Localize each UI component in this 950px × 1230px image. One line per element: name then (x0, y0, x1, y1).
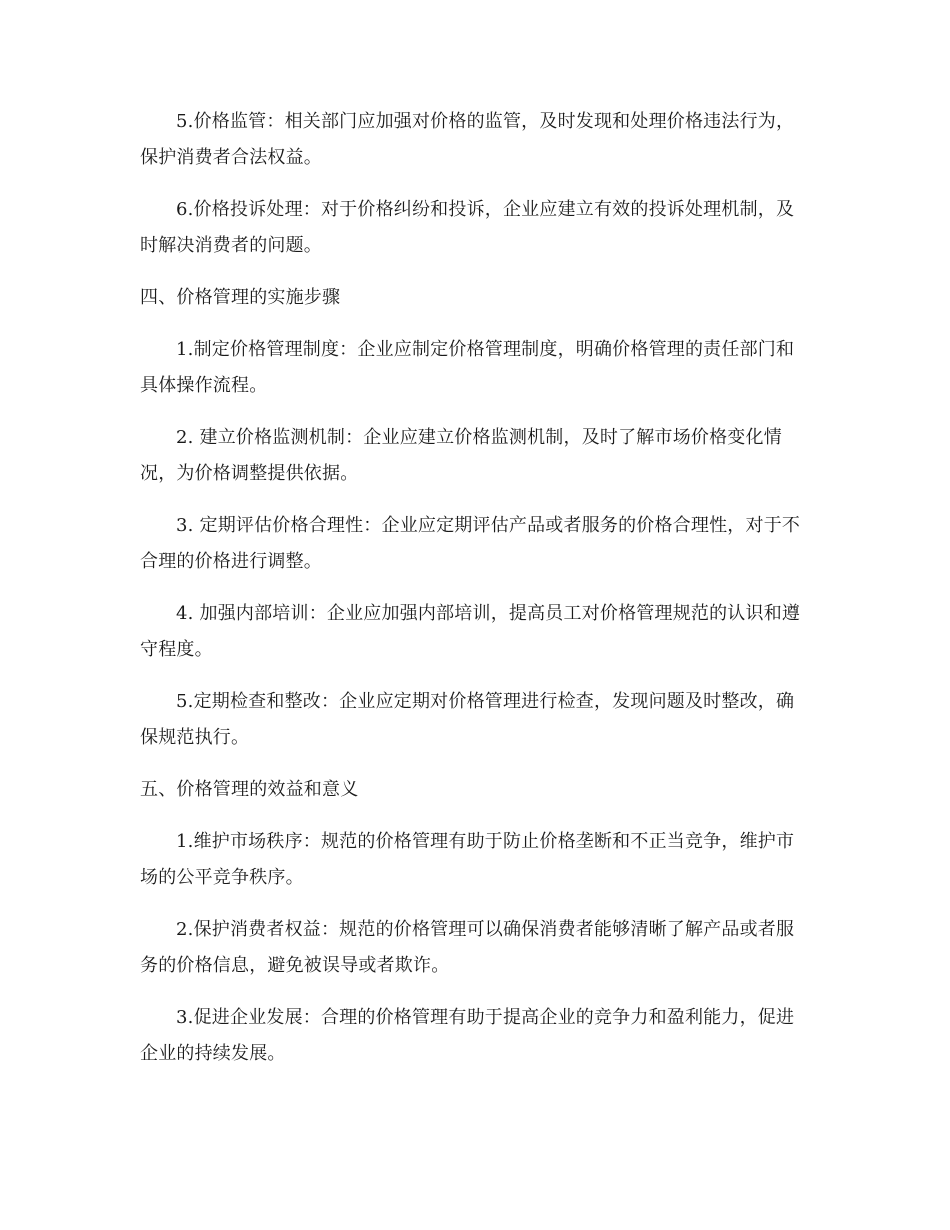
document-body (140, 104, 812, 1088)
paragraph-market-order: 1.维护市场秩序：规范的价格管理有助于防止价格垄断和不正当竞争，维护市场的公平竞争秩序。 (140, 831, 795, 888)
paragraph-price-supervision: 5.价格监管：相关部门应加强对价格的监管，及时发现和处理价格违法行为，保护消费者合法权益。 (140, 111, 795, 168)
paragraph-internal-training: 4. 加强内部培训：企业应加强内部培训，提高员工对价格管理规范的认识和遵守程度。 (140, 603, 801, 660)
paragraph-monitoring-mechanism: 2. 建立价格监测机制：企业应建立价格监测机制，及时了解市场价格变化情况，为价格调整提供依据。 (140, 427, 782, 484)
paragraph-enterprise-development: 3.促进企业发展：合理的价格管理有助于提高企业的竞争力和盈利能力，促进企业的持续发展。 (140, 1007, 795, 1064)
paragraph-consumer-rights: 2.保护消费者权益：规范的价格管理可以确保消费者能够清晰了解产品或者服务的价格信息，避免被误导或者欺诈。 (140, 919, 795, 976)
paragraph-inspection-rectification: 5.定期检查和整改：企业应定期对价格管理进行检查，发现问题及时整改，确保规范执行。 (140, 691, 795, 748)
paragraph-establish-system: 1.制定价格管理制度：企业应制定价格管理制度，明确价格管理的责任部门和具体操作流程。 (140, 339, 795, 396)
section-heading-benefits-significance: 五、价格管理的效益和意义 (140, 779, 359, 800)
paragraph-price-complaint-handling: 6.价格投诉处理：对于价格纠纷和投诉，企业应建立有效的投诉处理机制，及时解决消费者的问题。 (140, 199, 795, 256)
paragraph-evaluate-reasonableness: 3. 定期评估价格合理性：企业应定期评估产品或者服务的价格合理性，对于不合理的价格进行调整。 (140, 515, 801, 572)
section-heading-implementation-steps: 四、价格管理的实施步骤 (140, 287, 341, 308)
